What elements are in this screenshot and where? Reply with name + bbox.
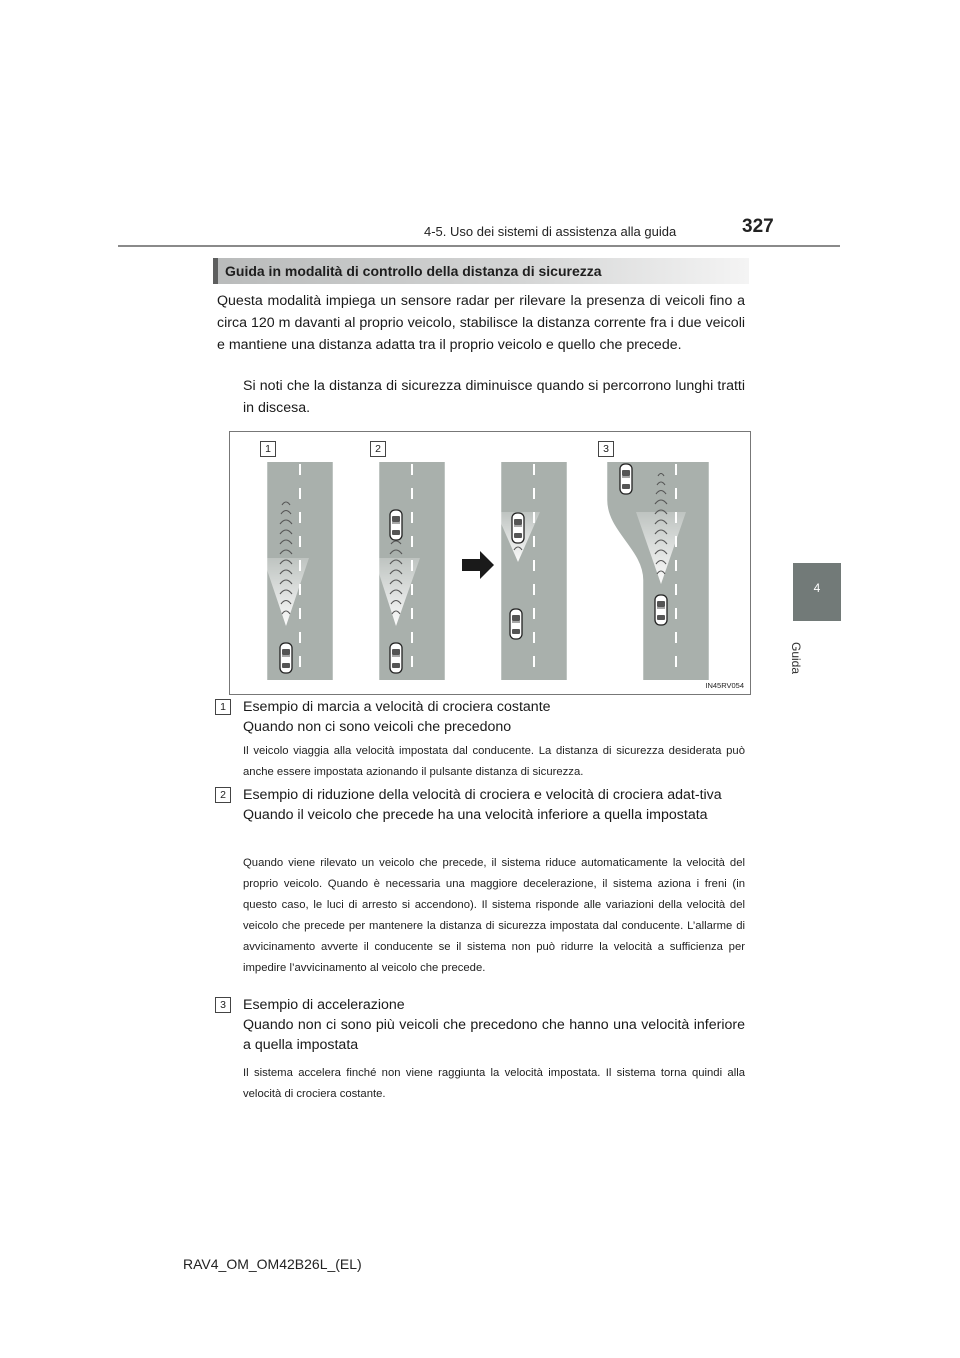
item-3-title-line2: Quando non ci sono più veicoli che precedono che hanno una velocità inferiore a quella impostata [243, 1017, 745, 1053]
item-1-title-line1: Esempio di marcia a velocità di crociera costante [243, 699, 551, 715]
item-3-title [243, 995, 745, 1055]
document-code: RAV4_OM_OM42B26L_(EL) [183, 1256, 362, 1272]
road-1 [263, 462, 334, 680]
item-1-body: Il veicolo viaggia alla velocità impostata dal conducente. La distanza di sicurezza desiderata può anche essere impostata azionando il pulsante distanza di sicurezza. [243, 745, 745, 778]
item-1-title [243, 697, 745, 737]
item-marker-2: 2 [215, 787, 231, 803]
item-2-title-line1: Esempio di riduzione della velocità di crociera e velocità di crociera adat-tiva [243, 787, 722, 803]
chapter-label: Guida [789, 641, 803, 675]
header-section-title: 4-5. Uso dei sistemi di assistenza alla guida [424, 224, 677, 239]
figure-marker-2: 2 [370, 441, 386, 457]
road-2 [374, 462, 446, 680]
item-3-body: Il sistema accelera finché non viene raggiunta la velocità impostata. Il sistema torna quindi alla velocità di crociera costante. [243, 1067, 745, 1100]
figure-marker-1: 1 [260, 441, 276, 457]
intro-paragraph: Questa modalità impiega un sensore radar per rilevare la presenza di veicoli fino a circa 120 m davanti al proprio veicolo, stabilisce la distanza corrente fra i due veicoli e mantiene una distanza adatta tra il proprio veicolo e quello che precede. [217, 293, 745, 353]
item-marker-1: 1 [215, 699, 231, 715]
road-3 [496, 462, 568, 680]
item-2-title-line2: Quando il veicolo che precede ha una velocità inferiore a quella impostata [243, 807, 708, 823]
item-marker-3: 3 [215, 997, 231, 1013]
item-3-title-line1: Esempio di accelerazione [243, 997, 405, 1013]
page-number: 327 [742, 216, 774, 237]
item-2-body: Quando viene rilevato un veicolo che precede, il sistema riduce automaticamente la velocità del proprio veicolo. Quando è necessaria una maggiore decelerazione, il sistema aziona i freni (in questo caso, le luci di arresto si accendono). Il sistema risponde alle variazioni della velocità del veicolo che precede per mantenere la distanza di sicurezza impostata dal conducente. L’allarme di avvicinamento avverte il conducente se il sistema non può ridurre la velocità a sufficienza per impedire l’avvicinamento al veicolo che precede. [243, 857, 745, 974]
cruise-control-illustration [229, 431, 751, 695]
figure-marker-3: 3 [598, 441, 614, 457]
item-2-title [243, 785, 745, 825]
road-diagram [230, 432, 750, 694]
figure-code: IN45RV054 [705, 681, 744, 690]
road-4 [606, 462, 710, 680]
chapter-tab [793, 563, 841, 621]
chapter-number: 4 [813, 581, 821, 595]
section-heading-text: Guida in modalità di controllo della distanza di sicurezza [225, 263, 602, 279]
item-1-title-line2: Quando non ci sono veicoli che precedono [243, 719, 512, 735]
transition-arrow [462, 551, 494, 579]
chapter-label-box [778, 638, 814, 678]
note-paragraph: Si noti che la distanza di sicurezza diminuisce quando si percorrono lunghi tratti in discesa. [243, 378, 745, 416]
header-rule [118, 245, 840, 247]
section-heading [213, 258, 749, 284]
